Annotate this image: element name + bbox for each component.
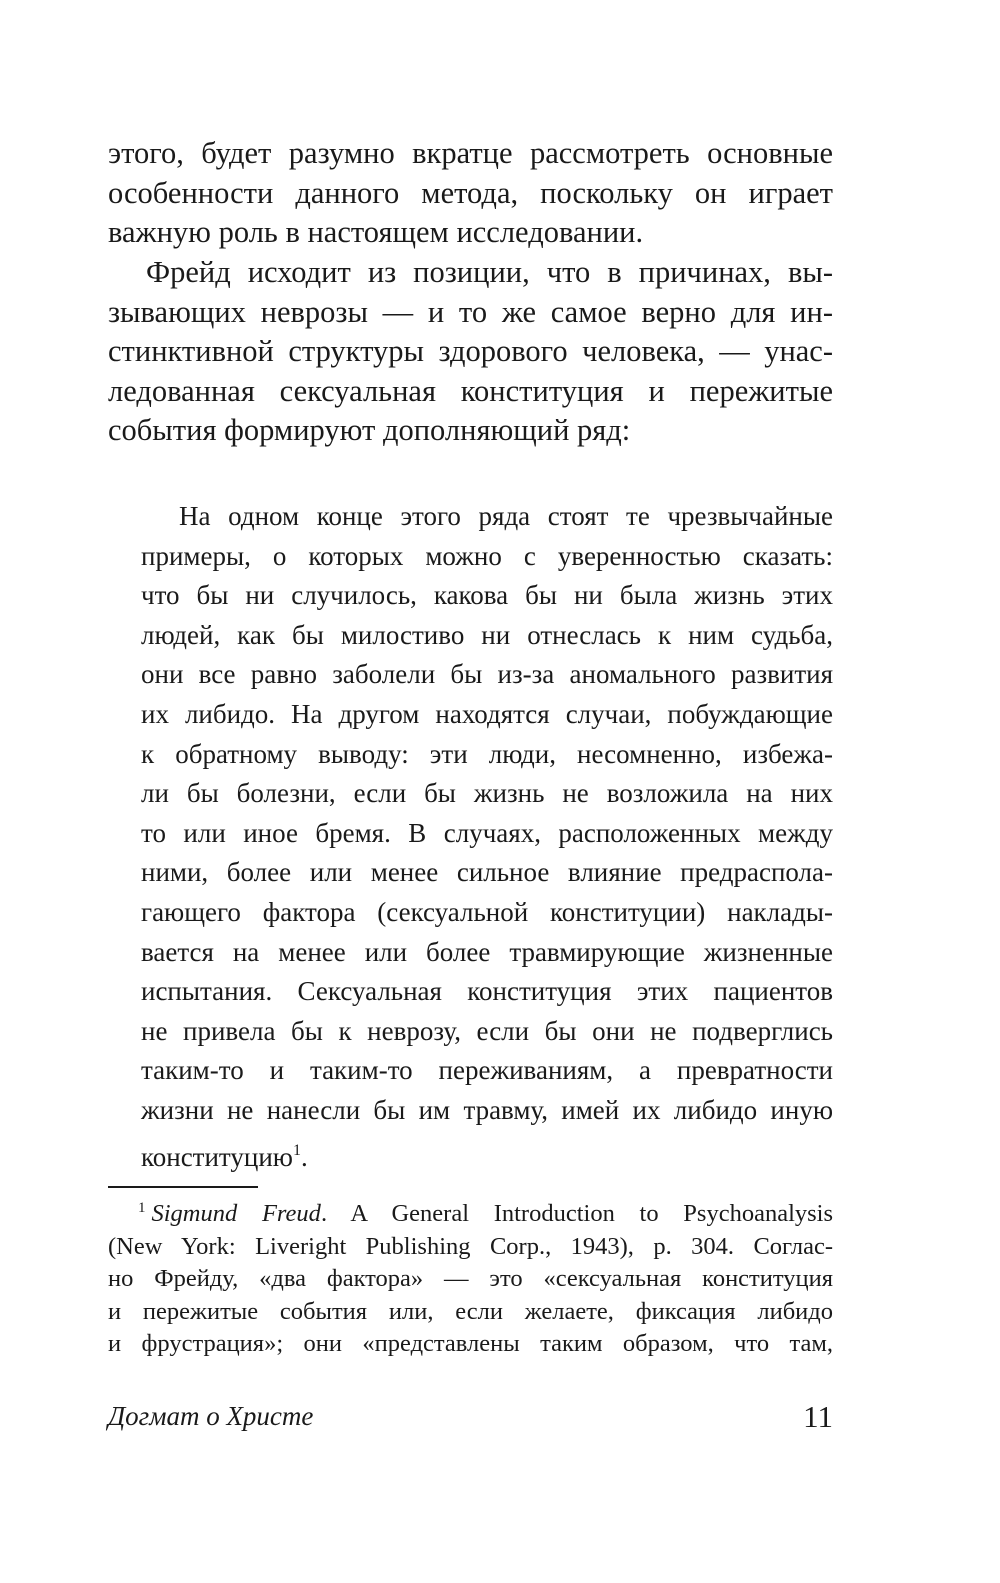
- text-line: зывающих неврозы — и то же самое верно для ин-: [108, 294, 833, 329]
- quote-line: испытания. Сексуальная конституция этих пациентов: [141, 976, 833, 1007]
- block-quote: [141, 497, 833, 1177]
- footnote-separator: [108, 1186, 258, 1188]
- footnote-line: и фрустрация»; они «представлены таким образом, что там,: [108, 1330, 833, 1357]
- quote-line: не привела бы к неврозу, если бы они не подверглись: [141, 1015, 833, 1046]
- page-footer: [108, 1399, 833, 1439]
- quote-line: их либидо. На другом находятся случаи, побуждающие: [141, 698, 833, 729]
- text-line: ледованная сексуальная конституция и пережитые: [108, 373, 833, 408]
- footnote-author: Sigmund Freud: [151, 1200, 321, 1227]
- quote-line: гающего фактора (сексуальной конституции) наклады-: [141, 896, 833, 927]
- footnote-line: и пережитые события или, если желаете, фиксация либидо: [108, 1297, 833, 1325]
- quote-line: то или иное бремя. В случаях, расположенных между: [141, 817, 833, 848]
- text-line: особенности данного метода, поскольку он играет: [108, 175, 833, 210]
- quote-line: примеры, о которых можно с уверенностью сказать:: [141, 540, 833, 571]
- quote-line: что бы ни случилось, какова бы ни была жизнь этих: [141, 580, 833, 611]
- footnote-line: но Фрейду, «два фактора» — это «сексуальная конституция: [108, 1265, 833, 1292]
- quote-line: таким-то и таким-то переживаниям, а превратности: [141, 1055, 833, 1086]
- page-number: 11: [803, 1399, 833, 1434]
- quote-line: ли бы болезни, если бы жизнь не возложила на них: [141, 778, 833, 809]
- text-line: важную роль в настоящем исследовании.: [108, 215, 644, 249]
- running-title: Догмат о Христе: [108, 1401, 314, 1431]
- quote-last-word: конституцию: [141, 1141, 293, 1172]
- footnote-title: . A General Introduction to Psychoanalysis: [320, 1200, 834, 1227]
- quote-line: к обратному выводу: эти люди, несомненно, избежа-: [141, 738, 833, 769]
- paragraph-continuation: [108, 134, 833, 253]
- text-line: события формируют дополняющий ряд:: [108, 413, 631, 447]
- quote-line: вается на менее или более травмирующие жизненные: [141, 936, 833, 967]
- quote-last-line: [141, 1131, 833, 1178]
- text-line: стинктивной структуры здорового человека, — унас-: [108, 334, 833, 368]
- text-line: Фрейд исходит из позиции, что в причинах, вы-: [146, 255, 833, 289]
- footnote-line: [108, 1192, 833, 1231]
- quote-line: людей, как бы милостиво ни отнеслась к ним судьба,: [141, 619, 833, 650]
- footnote-reference[interactable]: 1: [292, 1141, 301, 1159]
- quote-line: жизни не нанесли бы им травму, имей их либидо иную: [141, 1094, 833, 1125]
- footnote: [108, 1192, 833, 1361]
- quote-line: они все равно заболели бы из-за аномального развития: [141, 659, 833, 690]
- quote-period: .: [300, 1141, 308, 1172]
- text-line: этого, будет разумно вкратце рассмотреть основные: [108, 136, 833, 170]
- paragraph-freud-position: [108, 253, 833, 451]
- footnote-marker: 1: [138, 1200, 146, 1216]
- quote-line: На одном конце этого ряда стоят те чрезвычайные: [179, 501, 833, 531]
- quote-line: ними, более или менее сильное влияние предраспола-: [141, 857, 833, 888]
- footnote-line: (New York: Liveright Publishing Corp., 1943), p. 304. Соглас-: [108, 1232, 833, 1260]
